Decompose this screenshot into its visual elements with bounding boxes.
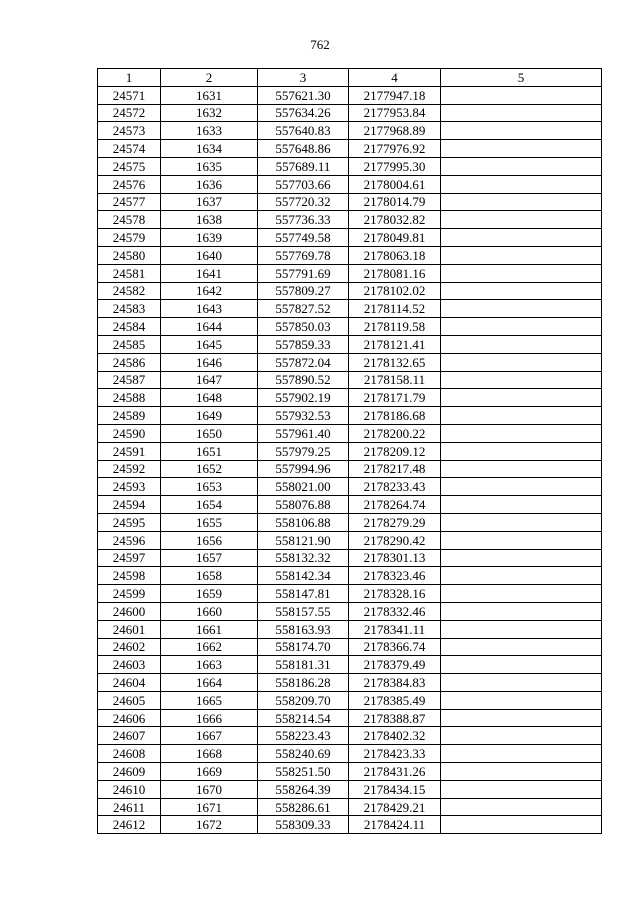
table-row [98, 211, 602, 229]
table-row [98, 620, 602, 638]
note-cell [441, 656, 602, 674]
sequence-number-cell: 1667 [161, 727, 258, 745]
column-header-3: 3 [258, 69, 349, 87]
sequence-number-cell: 1669 [161, 763, 258, 781]
x-coordinate-cell: 557736.33 [258, 211, 349, 229]
note-cell [441, 745, 602, 763]
point-number-cell: 24596 [98, 531, 161, 549]
point-number-cell: 24608 [98, 745, 161, 763]
x-coordinate-cell: 557979.25 [258, 442, 349, 460]
sequence-number-cell: 1644 [161, 318, 258, 336]
note-cell [441, 798, 602, 816]
table-row [98, 122, 602, 140]
y-coordinate-cell: 2178429.21 [349, 798, 441, 816]
x-coordinate-cell: 558147.81 [258, 585, 349, 603]
table-row [98, 246, 602, 264]
point-number-cell: 24580 [98, 246, 161, 264]
note-cell [441, 709, 602, 727]
point-number-cell: 24597 [98, 549, 161, 567]
table-row [98, 371, 602, 389]
note-cell [441, 727, 602, 745]
x-coordinate-cell: 557809.27 [258, 282, 349, 300]
note-cell [441, 389, 602, 407]
point-number-cell: 24599 [98, 585, 161, 603]
sequence-number-cell: 1672 [161, 816, 258, 834]
column-header-5: 5 [441, 69, 602, 87]
sequence-number-cell: 1647 [161, 371, 258, 389]
sequence-number-cell: 1664 [161, 674, 258, 692]
y-coordinate-cell: 2178171.79 [349, 389, 441, 407]
table-row [98, 442, 602, 460]
y-coordinate-cell: 2178102.02 [349, 282, 441, 300]
note-cell [441, 140, 602, 158]
table-row [98, 549, 602, 567]
sequence-number-cell: 1634 [161, 140, 258, 158]
sequence-number-cell: 1657 [161, 549, 258, 567]
point-number-cell: 24601 [98, 620, 161, 638]
y-coordinate-cell: 2178004.61 [349, 175, 441, 193]
table-row [98, 638, 602, 656]
x-coordinate-cell: 558174.70 [258, 638, 349, 656]
sequence-number-cell: 1632 [161, 104, 258, 122]
y-coordinate-cell: 2178323.46 [349, 567, 441, 585]
x-coordinate-cell: 557640.83 [258, 122, 349, 140]
note-cell [441, 816, 602, 834]
point-number-cell: 24609 [98, 763, 161, 781]
y-coordinate-cell: 2178200.22 [349, 424, 441, 442]
point-number-cell: 24588 [98, 389, 161, 407]
table-row [98, 674, 602, 692]
y-coordinate-cell: 2177995.30 [349, 157, 441, 175]
sequence-number-cell: 1638 [161, 211, 258, 229]
point-number-cell: 24610 [98, 780, 161, 798]
note-cell [441, 229, 602, 247]
note-cell [441, 424, 602, 442]
x-coordinate-cell: 557749.58 [258, 229, 349, 247]
x-coordinate-cell: 557791.69 [258, 264, 349, 282]
table-row [98, 353, 602, 371]
x-coordinate-cell: 558251.50 [258, 763, 349, 781]
x-coordinate-cell: 558121.90 [258, 531, 349, 549]
y-coordinate-cell: 2178434.15 [349, 780, 441, 798]
table-row [98, 567, 602, 585]
x-coordinate-cell: 558181.31 [258, 656, 349, 674]
table-row [98, 656, 602, 674]
column-header-2: 2 [161, 69, 258, 87]
point-number-cell: 24573 [98, 122, 161, 140]
y-coordinate-cell: 2178121.41 [349, 335, 441, 353]
sequence-number-cell: 1665 [161, 691, 258, 709]
table-row [98, 478, 602, 496]
column-header-4: 4 [349, 69, 441, 87]
table-row [98, 407, 602, 425]
point-number-cell: 24591 [98, 442, 161, 460]
point-number-cell: 24578 [98, 211, 161, 229]
point-number-cell: 24584 [98, 318, 161, 336]
y-coordinate-cell: 2177976.92 [349, 140, 441, 158]
x-coordinate-cell: 557932.53 [258, 407, 349, 425]
sequence-number-cell: 1641 [161, 264, 258, 282]
note-cell [441, 674, 602, 692]
x-coordinate-cell: 557827.52 [258, 300, 349, 318]
sequence-number-cell: 1658 [161, 567, 258, 585]
y-coordinate-cell: 2178424.11 [349, 816, 441, 834]
x-coordinate-cell: 557703.66 [258, 175, 349, 193]
y-coordinate-cell: 2178063.18 [349, 246, 441, 264]
y-coordinate-cell: 2178290.42 [349, 531, 441, 549]
table-row [98, 282, 602, 300]
sequence-number-cell: 1671 [161, 798, 258, 816]
point-number-cell: 24585 [98, 335, 161, 353]
note-cell [441, 460, 602, 478]
sequence-number-cell: 1663 [161, 656, 258, 674]
table-row [98, 602, 602, 620]
table-row [98, 531, 602, 549]
point-number-cell: 24606 [98, 709, 161, 727]
note-cell [441, 282, 602, 300]
x-coordinate-cell: 558163.93 [258, 620, 349, 638]
point-number-cell: 24583 [98, 300, 161, 318]
table-row [98, 157, 602, 175]
point-number-cell: 24593 [98, 478, 161, 496]
y-coordinate-cell: 2177953.84 [349, 104, 441, 122]
note-cell [441, 442, 602, 460]
y-coordinate-cell: 2178186.68 [349, 407, 441, 425]
sequence-number-cell: 1668 [161, 745, 258, 763]
note-cell [441, 691, 602, 709]
x-coordinate-cell: 557720.32 [258, 193, 349, 211]
x-coordinate-cell: 557689.11 [258, 157, 349, 175]
note-cell [441, 300, 602, 318]
point-number-cell: 24590 [98, 424, 161, 442]
table-row [98, 335, 602, 353]
sequence-number-cell: 1659 [161, 585, 258, 603]
point-number-cell: 24577 [98, 193, 161, 211]
x-coordinate-cell: 557902.19 [258, 389, 349, 407]
table-header-row [98, 69, 602, 87]
note-cell [441, 531, 602, 549]
sequence-number-cell: 1640 [161, 246, 258, 264]
y-coordinate-cell: 2178301.13 [349, 549, 441, 567]
y-coordinate-cell: 2178402.32 [349, 727, 441, 745]
sequence-number-cell: 1653 [161, 478, 258, 496]
x-coordinate-cell: 558132.32 [258, 549, 349, 567]
y-coordinate-cell: 2177947.18 [349, 86, 441, 104]
note-cell [441, 763, 602, 781]
y-coordinate-cell: 2178081.16 [349, 264, 441, 282]
table-row [98, 193, 602, 211]
x-coordinate-cell: 557850.03 [258, 318, 349, 336]
note-cell [441, 549, 602, 567]
sequence-number-cell: 1637 [161, 193, 258, 211]
x-coordinate-cell: 557890.52 [258, 371, 349, 389]
y-coordinate-cell: 2178328.16 [349, 585, 441, 603]
table-row [98, 780, 602, 798]
point-number-cell: 24576 [98, 175, 161, 193]
table-row [98, 86, 602, 104]
table-row [98, 140, 602, 158]
sequence-number-cell: 1651 [161, 442, 258, 460]
x-coordinate-cell: 558157.55 [258, 602, 349, 620]
point-number-cell: 24582 [98, 282, 161, 300]
note-cell [441, 318, 602, 336]
x-coordinate-cell: 558309.33 [258, 816, 349, 834]
y-coordinate-cell: 2178014.79 [349, 193, 441, 211]
point-number-cell: 24595 [98, 513, 161, 531]
point-number-cell: 24574 [98, 140, 161, 158]
note-cell [441, 353, 602, 371]
point-number-cell: 24594 [98, 496, 161, 514]
point-number-cell: 24598 [98, 567, 161, 585]
y-coordinate-cell: 2178209.12 [349, 442, 441, 460]
sequence-number-cell: 1655 [161, 513, 258, 531]
note-cell [441, 407, 602, 425]
note-cell [441, 157, 602, 175]
point-number-cell: 24592 [98, 460, 161, 478]
x-coordinate-cell: 557994.96 [258, 460, 349, 478]
y-coordinate-cell: 2178233.43 [349, 478, 441, 496]
point-number-cell: 24586 [98, 353, 161, 371]
sequence-number-cell: 1631 [161, 86, 258, 104]
table-row [98, 727, 602, 745]
point-number-cell: 24611 [98, 798, 161, 816]
x-coordinate-cell: 557648.86 [258, 140, 349, 158]
x-coordinate-cell: 558076.88 [258, 496, 349, 514]
y-coordinate-cell: 2178423.33 [349, 745, 441, 763]
y-coordinate-cell: 2178119.58 [349, 318, 441, 336]
point-number-cell: 24579 [98, 229, 161, 247]
table-row [98, 585, 602, 603]
sequence-number-cell: 1636 [161, 175, 258, 193]
table-row [98, 264, 602, 282]
table-row [98, 300, 602, 318]
y-coordinate-cell: 2178264.74 [349, 496, 441, 514]
sequence-number-cell: 1635 [161, 157, 258, 175]
sequence-number-cell: 1645 [161, 335, 258, 353]
sequence-number-cell: 1670 [161, 780, 258, 798]
x-coordinate-cell: 558214.54 [258, 709, 349, 727]
table-row [98, 318, 602, 336]
y-coordinate-cell: 2178366.74 [349, 638, 441, 656]
sequence-number-cell: 1633 [161, 122, 258, 140]
x-coordinate-cell: 557769.78 [258, 246, 349, 264]
table-row [98, 763, 602, 781]
y-coordinate-cell: 2178431.26 [349, 763, 441, 781]
x-coordinate-cell: 558286.61 [258, 798, 349, 816]
y-coordinate-cell: 2178158.11 [349, 371, 441, 389]
table-row [98, 513, 602, 531]
table-row [98, 745, 602, 763]
y-coordinate-cell: 2178049.81 [349, 229, 441, 247]
table-row [98, 175, 602, 193]
note-cell [441, 104, 602, 122]
note-cell [441, 122, 602, 140]
sequence-number-cell: 1649 [161, 407, 258, 425]
point-number-cell: 24604 [98, 674, 161, 692]
sequence-number-cell: 1661 [161, 620, 258, 638]
sequence-number-cell: 1639 [161, 229, 258, 247]
x-coordinate-cell: 558264.39 [258, 780, 349, 798]
x-coordinate-cell: 558106.88 [258, 513, 349, 531]
x-coordinate-cell: 557634.26 [258, 104, 349, 122]
point-number-cell: 24605 [98, 691, 161, 709]
table-row [98, 709, 602, 727]
sequence-number-cell: 1656 [161, 531, 258, 549]
note-cell [441, 335, 602, 353]
y-coordinate-cell: 2177968.89 [349, 122, 441, 140]
note-cell [441, 780, 602, 798]
page-number: 762 [310, 37, 330, 52]
sequence-number-cell: 1648 [161, 389, 258, 407]
table-row [98, 798, 602, 816]
y-coordinate-cell: 2178385.49 [349, 691, 441, 709]
x-coordinate-cell: 557859.33 [258, 335, 349, 353]
sequence-number-cell: 1662 [161, 638, 258, 656]
y-coordinate-cell: 2178279.29 [349, 513, 441, 531]
column-header-1: 1 [98, 69, 161, 87]
x-coordinate-cell: 557961.40 [258, 424, 349, 442]
table-row [98, 229, 602, 247]
note-cell [441, 211, 602, 229]
y-coordinate-cell: 2178341.11 [349, 620, 441, 638]
sequence-number-cell: 1660 [161, 602, 258, 620]
x-coordinate-cell: 558240.69 [258, 745, 349, 763]
table-row [98, 460, 602, 478]
coordinates-table [97, 68, 602, 834]
y-coordinate-cell: 2178388.87 [349, 709, 441, 727]
x-coordinate-cell: 558142.34 [258, 567, 349, 585]
point-number-cell: 24575 [98, 157, 161, 175]
note-cell [441, 513, 602, 531]
y-coordinate-cell: 2178217.48 [349, 460, 441, 478]
x-coordinate-cell: 558021.00 [258, 478, 349, 496]
note-cell [441, 86, 602, 104]
point-number-cell: 24572 [98, 104, 161, 122]
x-coordinate-cell: 558186.28 [258, 674, 349, 692]
note-cell [441, 175, 602, 193]
table-row [98, 424, 602, 442]
y-coordinate-cell: 2178114.52 [349, 300, 441, 318]
note-cell [441, 264, 602, 282]
y-coordinate-cell: 2178384.83 [349, 674, 441, 692]
note-cell [441, 620, 602, 638]
table-row [98, 104, 602, 122]
sequence-number-cell: 1643 [161, 300, 258, 318]
note-cell [441, 246, 602, 264]
sequence-number-cell: 1646 [161, 353, 258, 371]
table-body [98, 86, 602, 833]
point-number-cell: 24603 [98, 656, 161, 674]
note-cell [441, 496, 602, 514]
point-number-cell: 24571 [98, 86, 161, 104]
sequence-number-cell: 1652 [161, 460, 258, 478]
y-coordinate-cell: 2178132.65 [349, 353, 441, 371]
point-number-cell: 24607 [98, 727, 161, 745]
sequence-number-cell: 1650 [161, 424, 258, 442]
x-coordinate-cell: 557872.04 [258, 353, 349, 371]
y-coordinate-cell: 2178332.46 [349, 602, 441, 620]
point-number-cell: 24602 [98, 638, 161, 656]
note-cell [441, 567, 602, 585]
table-row [98, 389, 602, 407]
x-coordinate-cell: 558209.70 [258, 691, 349, 709]
sequence-number-cell: 1666 [161, 709, 258, 727]
x-coordinate-cell: 558223.43 [258, 727, 349, 745]
note-cell [441, 371, 602, 389]
point-number-cell: 24581 [98, 264, 161, 282]
point-number-cell: 24587 [98, 371, 161, 389]
sequence-number-cell: 1642 [161, 282, 258, 300]
table-row [98, 816, 602, 834]
y-coordinate-cell: 2178032.82 [349, 211, 441, 229]
table-row [98, 496, 602, 514]
sequence-number-cell: 1654 [161, 496, 258, 514]
note-cell [441, 585, 602, 603]
note-cell [441, 638, 602, 656]
note-cell [441, 602, 602, 620]
note-cell [441, 478, 602, 496]
point-number-cell: 24589 [98, 407, 161, 425]
y-coordinate-cell: 2178379.49 [349, 656, 441, 674]
table-row [98, 691, 602, 709]
x-coordinate-cell: 557621.30 [258, 86, 349, 104]
point-number-cell: 24612 [98, 816, 161, 834]
note-cell [441, 193, 602, 211]
point-number-cell: 24600 [98, 602, 161, 620]
